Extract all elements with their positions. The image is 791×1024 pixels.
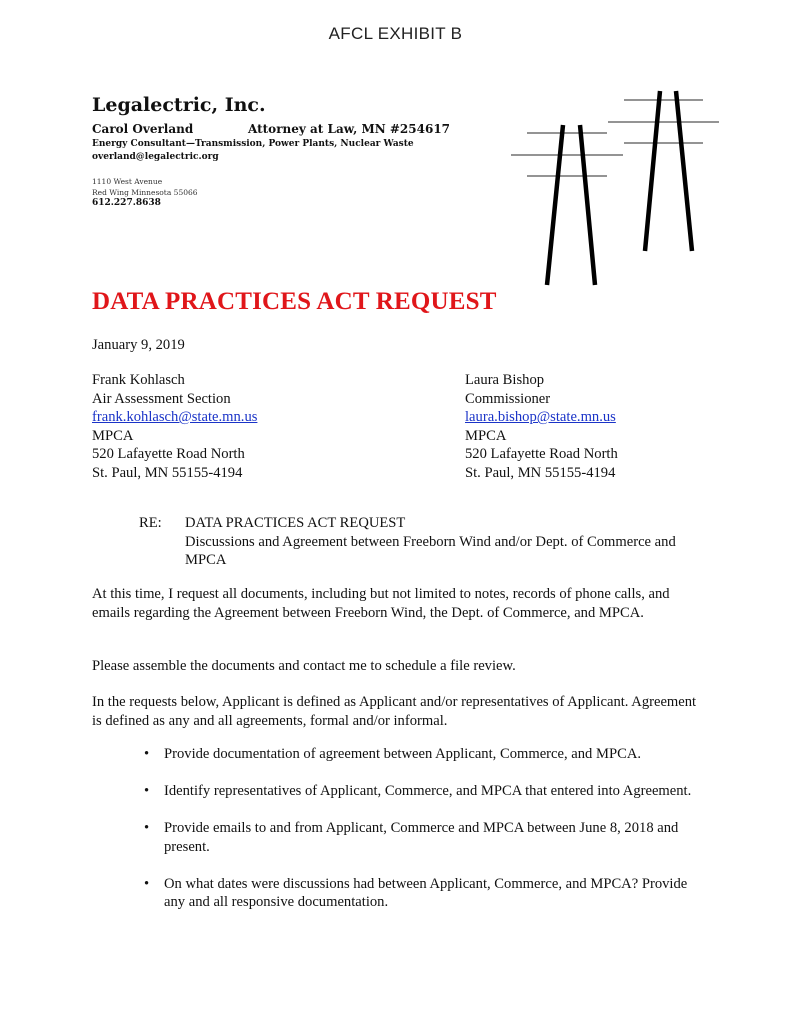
recipient-city: St. Paul, MN 55155-4194 [465, 464, 616, 481]
exhibit-label: AFCL EXHIBIT B [328, 24, 463, 43]
request-list [138, 745, 698, 930]
attorney-line [92, 122, 451, 136]
re-label: RE: [139, 515, 162, 531]
bullet-icon: • [144, 783, 150, 799]
firm-city: Red Wing Minnesota 55066 [92, 188, 198, 197]
firm-tagline: Energy Consultant—Transmission, Power Plants, Nuclear Waste [92, 139, 414, 149]
re-text [185, 514, 685, 570]
tower-leg [676, 91, 692, 251]
paragraph-file-review: Please assemble the documents and contact me to schedule a file review. [92, 658, 516, 674]
recipient-address-bishop [465, 371, 618, 482]
power-line-towers-icon [505, 85, 745, 295]
recipient-city: St. Paul, MN 55155-4194 [92, 464, 243, 481]
recipient-name: Laura Bishop [465, 372, 545, 388]
re-description: Discussions and Agreement between Freeborn Wind and/or Dept. of Commerce and MPCA [185, 533, 676, 568]
recipient-title: Air Assessment Section [92, 390, 231, 407]
list-item [138, 875, 698, 912]
list-item [138, 745, 698, 764]
tower-leg [547, 125, 563, 285]
list-item-text: On what dates were discussions had between Applicant, Commerce, and MPCA? Provide any and all responsive documentation. [164, 875, 688, 910]
recipient-address-kohlasch [92, 371, 257, 482]
bullet-icon: • [144, 746, 150, 762]
firm-phone: 612.227.8638 [92, 198, 161, 208]
recipient-street: 520 Lafayette Road North [92, 446, 245, 462]
bullet-icon: • [144, 820, 150, 836]
attorney-name: Carol Overland [92, 122, 194, 136]
bullet-icon: • [144, 875, 150, 892]
list-item-text: Identify representatives of Applicant, Commerce, and MPCA that entered into Agreement. [164, 783, 692, 799]
attorney-title: Attorney at Law, MN #254617 [248, 122, 451, 136]
recipient-street: 520 Lafayette Road North [465, 446, 618, 462]
firm-name: Legalectric, Inc. [92, 94, 266, 116]
recipient-name: Frank Kohlasch [92, 372, 185, 388]
re-title: DATA PRACTICES ACT REQUEST [185, 515, 406, 531]
firm-address [92, 176, 198, 198]
tower-leg [645, 91, 660, 251]
recipient-org: MPCA [465, 427, 507, 444]
paragraph-request: At this time, I request all documents, including but not limited to notes, records of phone calls, and emails regarding the Agreement between Freeborn Wind, the Dept. of Commerce, and MPCA. [92, 586, 670, 621]
letter-date: January 9, 2019 [92, 337, 185, 353]
recipient-email-link[interactable]: laura.bishop@state.mn.us [465, 409, 616, 425]
list-item-text: Provide emails to and from Applicant, Commerce and MPCA between June 8, 2018 and present. [164, 820, 679, 855]
recipient-email-link[interactable]: frank.kohlasch@state.mn.us [92, 409, 258, 425]
tower-leg [580, 125, 595, 285]
paragraph-definitions: In the requests below, Applicant is defined as Applicant and/or representatives of Applicant. Agreement is defined as any and all agreements, formal and/or informal. [92, 694, 697, 729]
firm-street: 1110 West Avenue [92, 177, 163, 186]
recipient-org: MPCA [92, 427, 134, 444]
recipient-title: Commissioner [465, 390, 551, 407]
list-item [138, 819, 698, 856]
list-item-text: Provide documentation of agreement between Applicant, Commerce, and MPCA. [164, 746, 642, 762]
firm-email: overland@legalectric.org [92, 152, 219, 162]
list-item [138, 782, 698, 801]
document-title: DATA PRACTICES ACT REQUEST [92, 288, 497, 315]
